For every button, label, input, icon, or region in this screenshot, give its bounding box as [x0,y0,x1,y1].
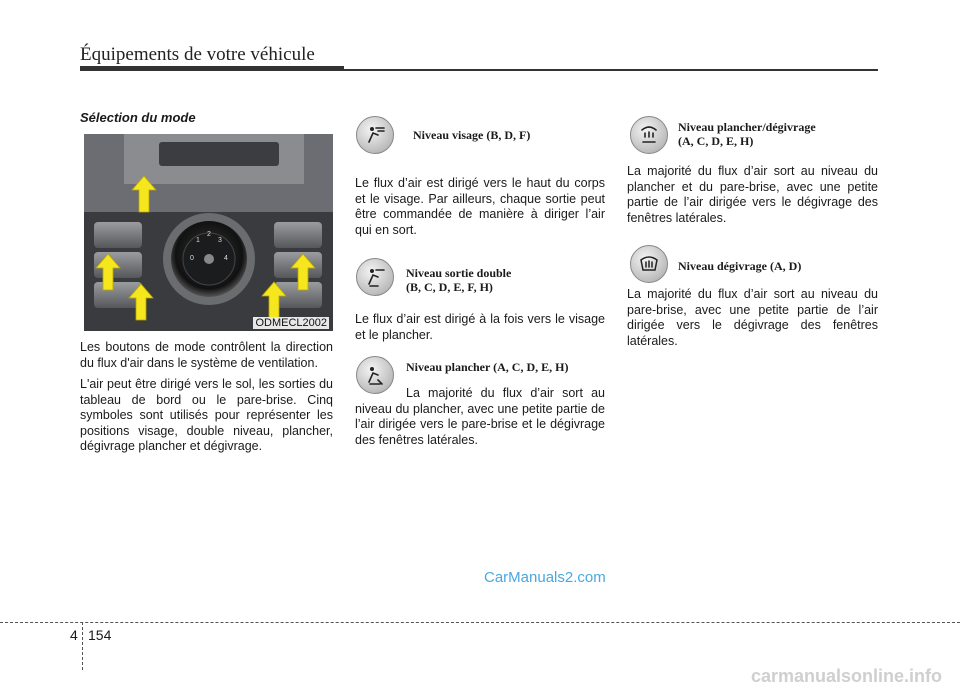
dial-number-4: 4 [224,255,228,262]
mode-title-floor-defrost [678,120,816,148]
intro-paragraph-2: L'air peut être dirigé vers le sol, les sorties du tableau de bord ou le pare-brise. Cinq symboles sont utilisés pour représenter les positions visage, double niveau, plancher, dégivrage plancher et dégivrage. [80,377,333,453]
mode-title-bi-level-line-2: (B, C, D, E, F, H) [406,280,493,294]
mode-title-face: Niveau visage (B, D, F) [413,128,531,142]
page-number: 154 [88,627,112,643]
dial-number-1: 1 [196,237,200,244]
dial-number-3: 3 [218,237,222,244]
header-rule-thick [80,66,344,71]
watermark-link[interactable]: CarManuals2.com [484,569,606,586]
footer-vertical-rule [82,622,83,670]
mode-title-floor: Niveau plancher (A, C, D, E, H) [406,360,569,374]
bi-level-vent-icon [356,258,394,296]
header-rule-thin [344,69,878,71]
floor-defrost-icon [630,116,668,154]
mode-text-face: Le flux d’air est dirigé vers le haut du corps et le visage. Par ailleurs, chaque sortie peut être commandée de manière à diriger l’air qui en sort. [355,176,605,237]
dial-number-0: 0 [190,255,194,262]
dial-number-2: 2 [207,231,211,238]
mode-title-floor-defrost-line-2: (A, C, D, E, H) [678,134,754,148]
footer-dashed-rule [0,622,960,623]
mode-title-defrost: Niveau dégivrage (A, D) [678,259,802,273]
page-header-title: Équipements de votre véhicule [80,44,315,65]
mode-text-defrost: La majorité du flux d’air sort au niveau du pare-brise, avec une petite partie de l’air dirigée vers le dégivrage des fenêtres latérales. [627,287,878,348]
column-1 [80,340,333,461]
defrost-icon [630,245,668,283]
mode-text-floor: La majorité du flux d’air sort au niveau du plancher, avec une petite partie de l’air dirigée vers le pare-brise et le dégivrage des fenêtres latérales. [355,386,605,447]
face-vent-icon [356,116,394,154]
mode-title-floor-defrost-line-1: Niveau plancher/dégivrage [678,120,816,134]
climate-panel-figure [84,134,333,331]
mode-text-floor-defrost: La majorité du flux d’air sort au niveau du plancher et du pare-brise, avec une petite partie de l’air dirigée vers le dégivrage des fenêtres latérales. [627,164,878,225]
climate-panel-drawing [84,134,333,331]
chapter-number: 4 [70,627,78,643]
site-watermark: carmanualsonline.info [750,666,942,686]
mode-text-bi-level: Le flux d’air est dirigé à la fois vers le visage et le plancher. [355,312,605,342]
figure-caption: ODMECL2002 [255,317,327,329]
section-heading: Sélection du mode [80,110,196,125]
mode-title-bi-level-line-1: Niveau sortie double [406,266,512,280]
mode-title-bi-level [406,266,511,294]
intro-paragraph-1: Les boutons de mode contrôlent la direction du flux d'air dans le système de ventilation. [80,340,333,370]
